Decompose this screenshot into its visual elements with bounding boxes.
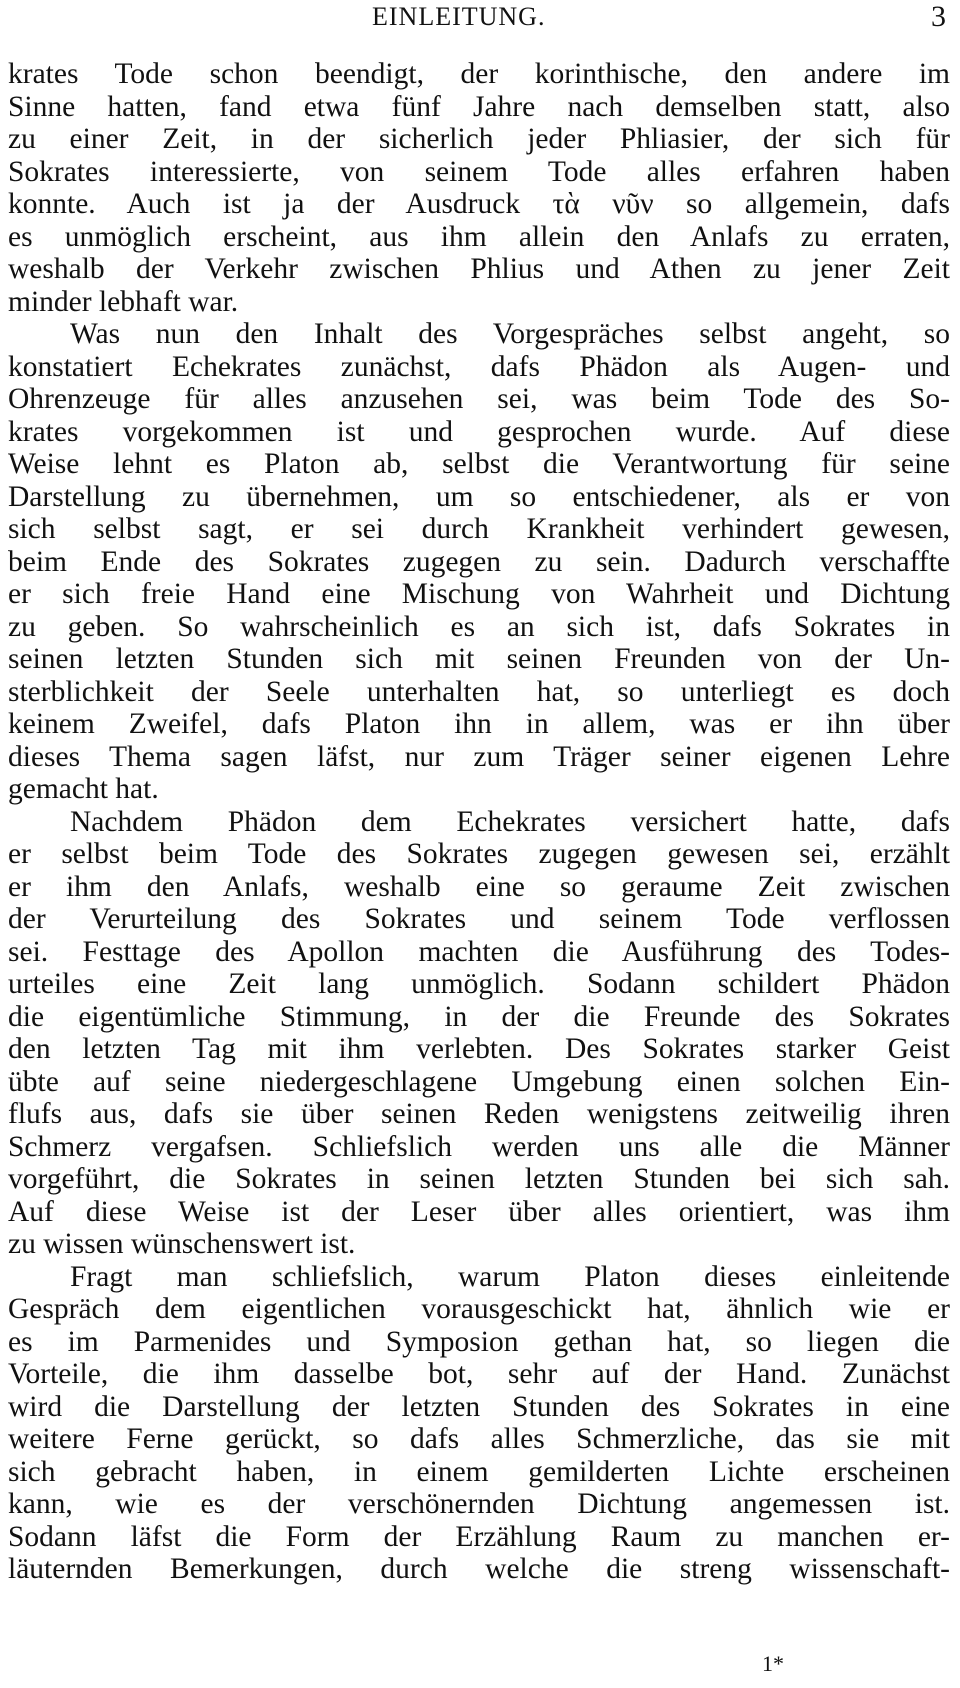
text-line: dieses Thema sagen läfst, nur zum Träger seiner eigenen Lehre: [8, 740, 950, 773]
text-line: Weise lehnt es Platon ab, selbst die Verantwortung für seine: [8, 448, 950, 480]
text-line: weitere Ferne gerückt, so dafs alles Schmerzliche, das sie mit: [8, 1423, 950, 1455]
text-line: Fragt man schliefslich, warum Platon dieses einleitende: [70, 1260, 950, 1293]
text-line: Schmerz vergafsen. Schliefslich werden uns alle die Männer: [8, 1130, 950, 1163]
text-line: weshalb der Verkehr zwischen Phlius und Athen zu jener Zeit: [8, 253, 950, 285]
text-line: er selbst beim Tode des Sokrates zugegen gewesen sei, erzählt: [8, 838, 950, 870]
page-number: 3: [931, 0, 946, 33]
text-line: sich gebracht haben, in einem gemilderten Lichte erscheinen: [8, 1455, 950, 1488]
text-line: zu einer Zeit, in der sicherlich jeder Phliasier, der sich für: [8, 123, 950, 155]
signature-mark: 1*: [762, 1651, 784, 1676]
text-line: seinen letzten Stunden sich mit seinen Freunden von der Un-: [8, 643, 950, 675]
body-text: [8, 58, 950, 1586]
text-line: er ihm den Anlafs, weshalb eine so geraume Zeit zwischen: [8, 870, 950, 903]
text-line: die eigentümliche Stimmung, in der die Freunde des Sokrates: [8, 1000, 950, 1033]
text-line: krates vorgekommen ist und gesprochen wurde. Auf diese: [8, 415, 950, 448]
text-line: konstatiert Echekrates zunächst, dafs Phädon als Augen- und: [8, 350, 950, 383]
text-line: gemacht hat.: [8, 773, 159, 805]
text-line: es im Parmenides und Symposion gethan hat, so liegen die: [8, 1325, 950, 1358]
text-line: Auf diese Weise ist der Leser über alles orientiert, was ihm: [8, 1195, 950, 1228]
text-line: urteiles eine Zeit lang unmöglich. Sodann schildert Phädon: [8, 968, 950, 1000]
text-line: vorgeführt, die Sokrates in seinen letzten Stunden bei sich sah.: [8, 1163, 950, 1195]
text-line: sich selbst sagt, er sei durch Krankheit verhindert gewesen,: [8, 513, 950, 545]
text-line: zu wissen wünschenswert ist.: [8, 1228, 356, 1260]
text-line: übte auf seine niedergeschlagene Umgebung einen solchen Ein-: [8, 1065, 950, 1098]
text-line: Was nun den Inhalt des Vorgespräches selbst angeht, so: [70, 318, 950, 350]
text-line: krates Tode schon beendigt, der korinthische, den andere im: [8, 58, 950, 90]
text-line: läuternden Bemerkungen, durch welche die streng wissenschaft-: [8, 1553, 950, 1585]
text-line: den letzten Tag mit ihm verlebten. Des Sokrates starker Geist: [8, 1033, 950, 1065]
running-title: EINLEITUNG.: [372, 2, 546, 31]
text-line: Sinne hatten, fand etwa fünf Jahre nach demselben statt, also: [8, 90, 950, 123]
text-line: keinem Zweifel, dafs Platon ihn in allem, was er ihn über: [8, 708, 950, 740]
text-line: beim Ende des Sokrates zugegen zu sein. Dadurch verschaffte: [8, 545, 950, 578]
text-line: wird die Darstellung der letzten Stunden des Sokrates in eine: [8, 1390, 950, 1423]
text-line: Ohrenzeuge für alles anzusehen sei, was beim Tode des So-: [8, 383, 950, 415]
text-line: flufs aus, dafs sie über seinen Reden wenigstens zeitweilig ihren: [8, 1098, 950, 1130]
text-line: der Verurteilung des Sokrates und seinem Tode verflossen: [8, 903, 950, 935]
text-line: Gespräch dem eigentlichen vorausgeschickt hat, ähnlich wie er: [8, 1293, 950, 1325]
text-line: Vorteile, die ihm dasselbe bot, sehr auf der Hand. Zunächst: [8, 1358, 950, 1390]
text-line: Darstellung zu übernehmen, um so entschiedener, als er von: [8, 480, 950, 513]
text-line: er sich freie Hand eine Mischung von Wahrheit und Dichtung: [8, 578, 950, 610]
text-line: minder lebhaft war.: [8, 285, 239, 318]
running-head: [0, 0, 960, 36]
text-line: Nachdem Phädon dem Echekrates versichert hatte, dafs: [70, 805, 950, 838]
text-line: zu geben. So wahrscheinlich es an sich ist, dafs Sokrates in: [8, 610, 950, 643]
text-line: konnte. Auch ist ja der Ausdruck τὰ νῦν so allgemein, dafs: [8, 188, 950, 220]
text-line: kann, wie es der verschönernden Dichtung angemessen ist.: [8, 1488, 950, 1520]
text-line: sei. Festtage des Apollon machten die Ausführung des Todes-: [8, 935, 950, 968]
text-line: es unmöglich erscheint, aus ihm allein den Anlafs zu erraten,: [8, 220, 950, 253]
text-line: Sodann läfst die Form der Erzählung Raum zu manchen er-: [8, 1520, 950, 1553]
text-line: sterblichkeit der Seele unterhalten hat, so unterliegt es doch: [8, 675, 950, 708]
text-line: Sokrates interessierte, von seinem Tode alles erfahren haben: [8, 155, 950, 188]
